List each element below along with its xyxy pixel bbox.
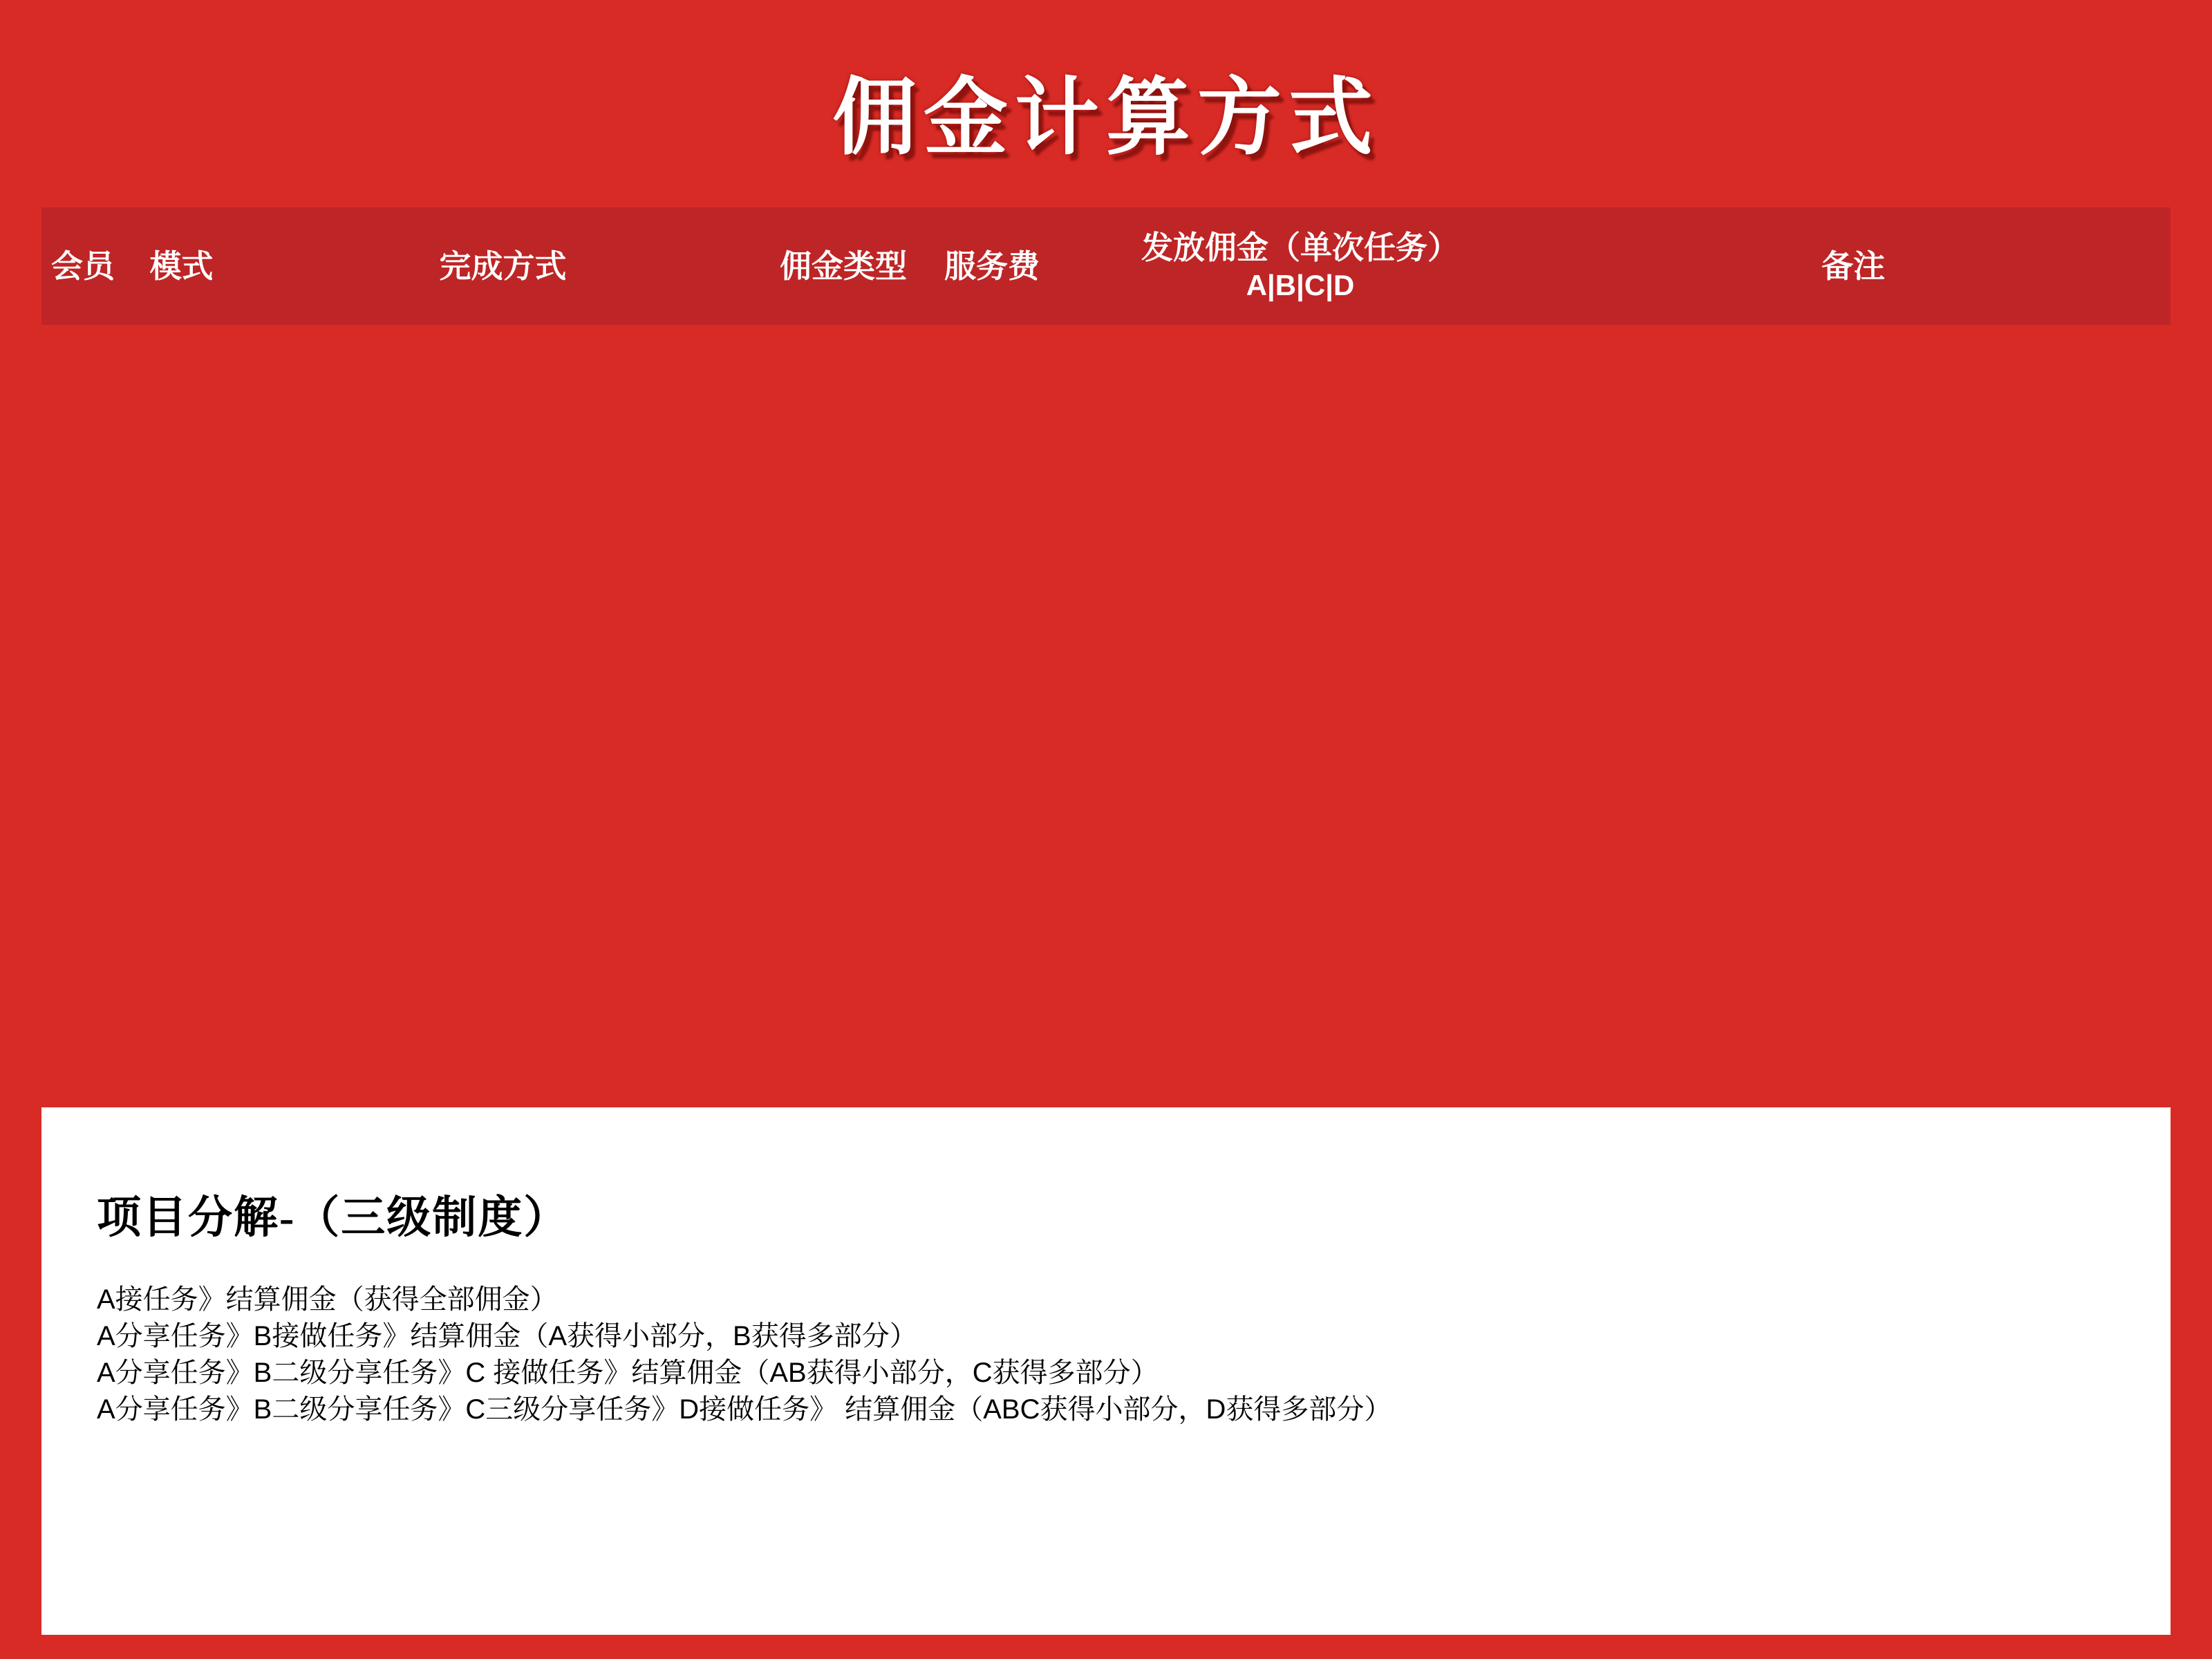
- header-payout: [1065, 229, 1536, 302]
- header-member: 会员: [51, 247, 115, 284]
- header-payout-title: 发放佣金（单次任务）: [1141, 229, 1459, 266]
- breakdown-heading: 项目分解-（三级制度）: [97, 1193, 570, 1242]
- breakdown-line: A分享任务》B接做任务》结算佣金（A获得小部分，B获得多部分）: [97, 1321, 917, 1351]
- breakdown-line: A分享任务》B二级分享任务》C三级分享任务》D接做任务》 结算佣金（ABC获得小部分，D获得多部分）: [97, 1394, 1392, 1425]
- header-remark: 备注: [1821, 247, 1885, 284]
- header-payout-columns: A|B|C|D: [1246, 269, 1355, 302]
- breakdown-lines: [97, 1282, 1391, 1428]
- page-title: 佣金计算方式: [832, 72, 1380, 165]
- header-commission-type: 佣金类型: [780, 247, 907, 284]
- header-mode: 模式: [149, 247, 214, 284]
- header-service-fee: 服务费: [944, 247, 1040, 284]
- breakdown-line: A接任务》结算佣金（获得全部佣金）: [97, 1284, 558, 1315]
- breakdown-panel: [41, 1107, 2171, 1635]
- table-header: [41, 207, 2171, 325]
- breakdown-line: A分享任务》B二级分享任务》C 接做任务》结算佣金（AB获得小部分，C获得多部分）: [97, 1358, 1159, 1388]
- header-method: 完成方式: [439, 247, 567, 284]
